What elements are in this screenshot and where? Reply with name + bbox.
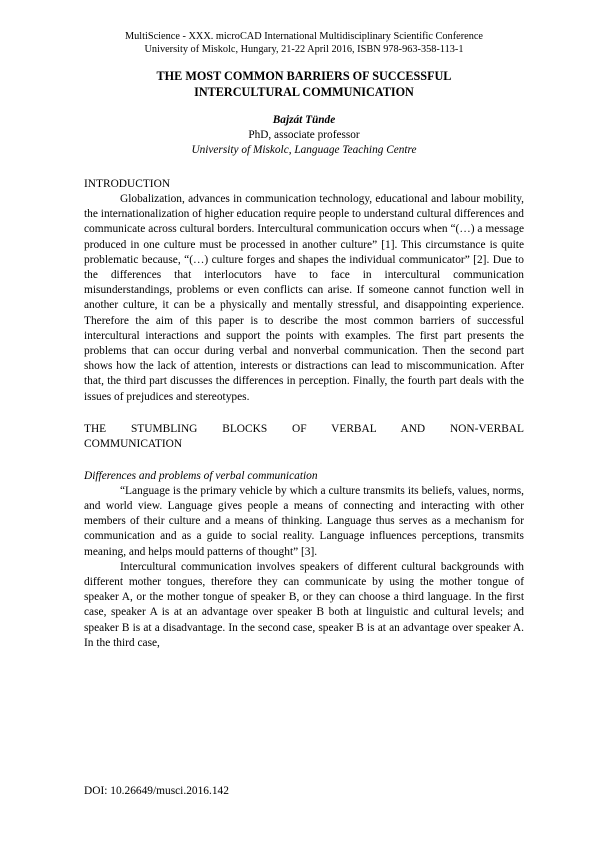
title-line-1: THE MOST COMMON BARRIERS OF SUCCESSFUL: [156, 69, 452, 83]
paragraph-introduction: Globalization, advances in communication technology, educational and labour mobility, the internationalization of higher education require people to understand cultural differences and communicate across cultural borders. Intercultural communication occurs when “(…) a message produced in one culture must be processed in another culture” [1]. This circumstance is quite problematic because, “(…) culture forges and shapes the individual communicator” [2]. Due to the differences that interlocutors have to face in intercultural communication misunderstandings, problems or even conflicts can arise. If someone cannot function well in another culture, it can be a physically and mentally stressful, and disappointing experience. Therefore the aim of this paper is to describe the most common barriers of successful intercultural interactions and support the points with examples. The first part presents the problems that can occur during verbal and nonverbal communication. Then the second part shows how the lack of attention, interests or distractions can lead to miscommunication. After that, the third part discusses the differences in perception. Finally, the fourth part deals with the issues of prejudices and stereotypes.: [84, 193, 524, 403]
paragraph-speakers: Intercultural communication involves speakers of different cultural backgrounds with different mother tongues, therefore they can communicate by using the mother tongue of speaker A, or the mother tongue of speaker B, or they can choose a third language. In the first case, speaker A is at an advantage over speaker B both at linguistic and cultural levels; and speaker B is at a disadvantage. In the second case, speaker B is at an advantage over speaker A. In the third case,: [84, 560, 524, 649]
header-line-1: MultiScience - XXX. microCAD International Multidisciplinary Scientific Conference: [124, 31, 483, 42]
conference-header: [84, 30, 524, 56]
section-heading-stumbling-blocks: [84, 422, 524, 452]
author-name: Bajzát Tünde: [272, 114, 336, 126]
doi-footer: DOI: 10.26649/musci.2016.142: [84, 785, 229, 797]
author-block: [84, 113, 524, 158]
author-affiliation: University of Miskolc, Language Teaching Centre: [191, 144, 417, 156]
paper-title: [84, 69, 524, 100]
header-line-2: University of Miskolc, Hungary, 21-22 April 2016, ISBN 978-963-358-113-1: [144, 44, 464, 55]
page: [84, 0, 524, 651]
section-heading-introduction: INTRODUCTION: [84, 178, 171, 190]
paragraph-language-quote: “Language is the primary vehicle by which a culture transmits its beliefs, values, norms, and world view. Language gives people a means of connecting and interacting with other members of their culture and a means of thinking. Language thus serves as a mechanism for communication and as a guide to social reality. Language influences perceptions, transmits meaning, and helps mould patterns of thought” [3].: [84, 484, 524, 558]
section-heading-line-2: COMMUNICATION: [84, 437, 183, 450]
section-heading-line-1: THE STUMBLING BLOCKS OF VERBAL AND NON-VERBAL: [84, 422, 524, 435]
subsection-heading-verbal: Differences and problems of verbal communication: [84, 469, 318, 482]
title-line-2: INTERCULTURAL COMMUNICATION: [194, 84, 414, 99]
author-position: PhD, associate professor: [248, 129, 360, 141]
